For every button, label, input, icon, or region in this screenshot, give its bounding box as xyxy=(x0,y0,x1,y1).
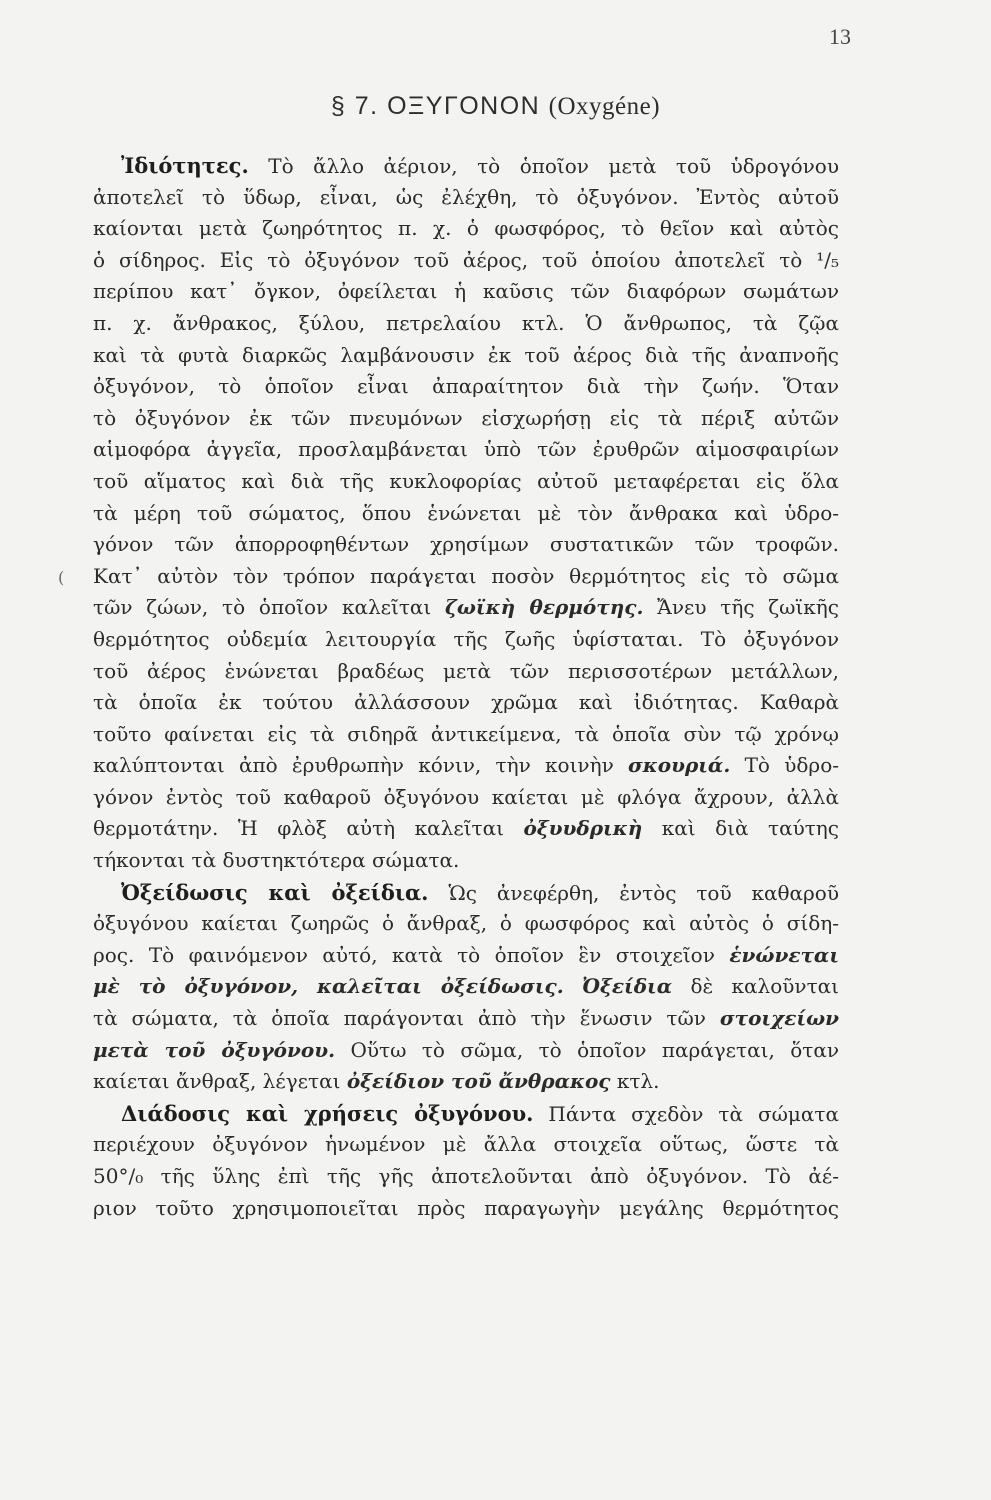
emphasized-term: ζωϊκὴ θερμότης. xyxy=(445,595,644,620)
text-line xyxy=(93,940,839,972)
text-run: τοῦ αἵματος καὶ διὰ τῆς κυκλοφορίας αὐτοῦ μεταφέρεται εἰς ὅλα xyxy=(93,468,839,493)
text-run: Πάντα σχεδὸν τὰ σώματα xyxy=(533,1101,839,1126)
text-line xyxy=(93,1161,839,1193)
text-run: ριον τοῦτο χρησιμοποιεῖται πρὸς παραγωγὴν μεγάλης θερμότητος xyxy=(93,1195,839,1220)
text-run: τῶν ζώων, τὸ ὁποῖον καλεῖται xyxy=(93,595,446,620)
text-run: 50°/₀ τῆς ὕλης ἐπὶ τῆς γῆς ἀποτελοῦνται ἀπὸ ὀξυγόνον. Τὸ ἀέ- xyxy=(93,1164,839,1188)
text-line xyxy=(93,719,839,751)
text-line xyxy=(93,150,839,182)
page-number: 13 xyxy=(829,24,851,49)
text-run: Κατ᾽ αὐτὸν τὸν τρόπον παράγεται ποσὸν θερμότητος εἰς τὸ σῶμα xyxy=(93,563,839,588)
text-line xyxy=(93,213,839,245)
text-run: κτλ. xyxy=(610,1069,660,1094)
text-line xyxy=(93,340,839,372)
text-run: Τὸ ὑδρο- xyxy=(730,753,839,778)
text-run: περίπου κατ᾽ ὄγκον, ὀφείλεται ἡ καῦσις τῶν διαφόρων σωμάτων xyxy=(93,279,839,304)
text-line xyxy=(93,687,839,719)
emphasized-term: Ὀξείδια xyxy=(582,974,673,999)
emphasized-term: ὀξυυδρικὴ xyxy=(523,816,643,841)
text-run: θερμότητος οὐδεμία λειτουργία τῆς ζωῆς ὑφίσταται. Τὸ ὀξυγόνον xyxy=(93,626,839,651)
text-run: καὶ τὰ φυτὰ διαρκῶς λαμβάνουσιν ἐκ τοῦ ἀέρος διὰ τῆς ἀναπνοῆς xyxy=(93,342,839,367)
text-line xyxy=(93,971,839,1003)
text-run: τὰ μέρη τοῦ σώματος, ὅπου ἑνώνεται μὲ τὸν ἄνθρακα καὶ ὑδρο- xyxy=(93,500,839,525)
text-line xyxy=(93,782,839,814)
text-run: Ἄνευ τῆς ζωϊκῆς xyxy=(643,595,839,620)
emphasized-term: μετὰ τοῦ ὀξυγόνου. xyxy=(93,1037,336,1062)
text-run: τὰ σώματα, τὰ ὁποῖα παράγονται ἀπὸ τὴν ἕνωσιν τῶν xyxy=(93,1006,720,1031)
text-run: π. χ. ἄνθρακος, ξύλου, πετρελαίου κτλ. Ὁ ἄνθρωπος, τὰ ζῷα xyxy=(93,310,839,335)
text-run: θερμοτάτην. Ἡ φλὸξ αὐτὴ καλεῖται xyxy=(93,816,524,841)
text-run: Ὡς ἀνεφέρθη, ἐντὸς τοῦ καθαροῦ xyxy=(428,880,839,905)
text-run: καὶ διὰ ταύτης xyxy=(642,816,839,841)
text-run: ὀξυγόνον, τὸ ὁποῖον εἶναι ἀπαραίτητον διὰ τὴν ζωήν. Ὅταν xyxy=(93,374,839,399)
text-run: ἀποτελεῖ τὸ ὕδωρ, εἶναι, ὡς ἐλέχθη, τὸ ὀξυγόνον. Ἐντὸς αὐτοῦ xyxy=(93,184,839,209)
text-run: γόνον τῶν ἀπορροφηθέντων χρησίμων συστατικῶν τῶν τροφῶν. xyxy=(93,532,839,557)
text-line xyxy=(93,750,839,782)
paragraph-heading: Ὀξείδωσις καὶ ὀξείδια. xyxy=(121,879,429,905)
text-line xyxy=(93,1066,839,1098)
section-number: § 7. xyxy=(330,92,379,120)
text-run: περιέχουν ὀξυγόνον ἡνωμένον μὲ ἄλλα στοιχεῖα οὕτως, ὥστε τὰ xyxy=(93,1132,839,1157)
emphasized-term: μὲ τὸ ὀξυγόνον, καλεῖται ὀξείδωσις. xyxy=(93,974,564,999)
section-heading xyxy=(0,92,991,121)
text-run: ὀξυγόνου καίεται ζωηρῶς ὁ ἄνθραξ, ὁ φωσφόρος καὶ αὐτὸς ὁ σίδη- xyxy=(93,911,839,936)
text-line xyxy=(93,498,839,530)
text-line xyxy=(93,845,839,877)
text-line xyxy=(93,308,839,340)
text-line xyxy=(93,276,839,308)
text-run: τοῦ ἀέρος ἑνώνεται βραδέως μετὰ τῶν περισσοτέρων μετάλλων, xyxy=(93,658,839,683)
text-line xyxy=(93,434,839,466)
text-line xyxy=(93,624,839,656)
text-line xyxy=(93,403,839,435)
emphasized-term: στοιχείων xyxy=(719,1006,839,1031)
text-run: καίονται μετὰ ζωηρότητος π. χ. ὁ φωσφόρος, τὸ θεῖον καὶ αὐτὸς xyxy=(93,216,839,241)
text-run: αἱμοφόρα ἀγγεῖα, προσλαμβάνεται ὑπὸ τῶν ἐρυθρῶν αἱμοσφαιρίων xyxy=(93,437,839,462)
text-run: ὁ σίδηρος. Εἰς τὸ ὀξυγόνον τοῦ ἀέρος, τοῦ ὁποίου ἀποτελεῖ τὸ ¹/₅ xyxy=(93,247,839,272)
text-line xyxy=(93,592,839,624)
body-text xyxy=(93,150,839,1224)
text-run: καίεται ἄνθραξ, λέγεται xyxy=(93,1069,347,1094)
text-run: γόνον ἐντὸς τοῦ καθαροῦ ὀξυγόνου καίεται μὲ φλόγα ἄχρουν, ἀλλὰ xyxy=(93,784,839,809)
text-line xyxy=(93,561,839,593)
text-line xyxy=(93,1035,839,1067)
text-run: τοῦτο φαίνεται εἰς τὰ σιδηρᾶ ἀντικείμενα, τὰ ὁποῖα σὺν τῷ χρόνῳ xyxy=(93,721,839,746)
text-line xyxy=(93,908,839,940)
text-run: Οὕτω τὸ σῶμα, τὸ ὁποῖον παράγεται, ὅταν xyxy=(335,1037,839,1062)
emphasized-term: ὀξείδιον τοῦ ἄνθρακος xyxy=(346,1069,611,1094)
text-line xyxy=(93,245,839,277)
text-run: ρος. Τὸ φαινόμενον αὐτό, κατὰ τὸ ὁποῖον ἓν στοιχεῖον xyxy=(93,942,730,967)
text-line xyxy=(93,1193,839,1225)
section-title: ΟΞΥΓΟΝΟΝ xyxy=(387,92,541,120)
text-line xyxy=(93,371,839,403)
text-run: τήκονται τὰ δυστηκτότερα σώματα. xyxy=(93,848,460,873)
text-run: τὸ ὀξυγόνον ἐκ τῶν πνευμόνων εἰσχωρήσῃ εἰς τὰ πέριξ αὐτῶν xyxy=(93,405,839,430)
paragraph-heading: Διάδοσις καὶ χρήσεις ὀξυγόνου. xyxy=(121,1100,534,1126)
text-line xyxy=(93,877,839,909)
text-line xyxy=(93,466,839,498)
text-line xyxy=(93,182,839,214)
section-latin-title: (Oxygéne) xyxy=(548,93,661,120)
emphasized-term: σκουριά. xyxy=(628,753,731,778)
text-line xyxy=(93,656,839,688)
margin-mark: ( xyxy=(58,568,65,587)
emphasized-term: ἑνώνεται xyxy=(729,942,839,967)
text-line xyxy=(93,813,839,845)
text-line xyxy=(93,1098,839,1130)
text-run xyxy=(564,974,582,998)
text-line xyxy=(93,529,839,561)
text-run: τὰ ὁποῖα ἐκ τούτου ἀλλάσσουν χρῶμα καὶ ἰδιότητας. Καθαρὰ xyxy=(93,690,839,715)
text-run: δὲ καλοῦνται xyxy=(672,974,839,999)
paragraph-heading: Ἰδιότητες. xyxy=(121,153,249,178)
text-run: Τὸ ἄλλο ἀέριον, τὸ ὁποῖον μετὰ τοῦ ὑδρογόνου xyxy=(248,154,839,178)
text-line xyxy=(93,1129,839,1161)
text-run: καλύπτονται ἀπὸ ἐρυθρωπὴν κόνιν, τὴν κοινὴν xyxy=(93,753,628,778)
text-line xyxy=(93,1003,839,1035)
